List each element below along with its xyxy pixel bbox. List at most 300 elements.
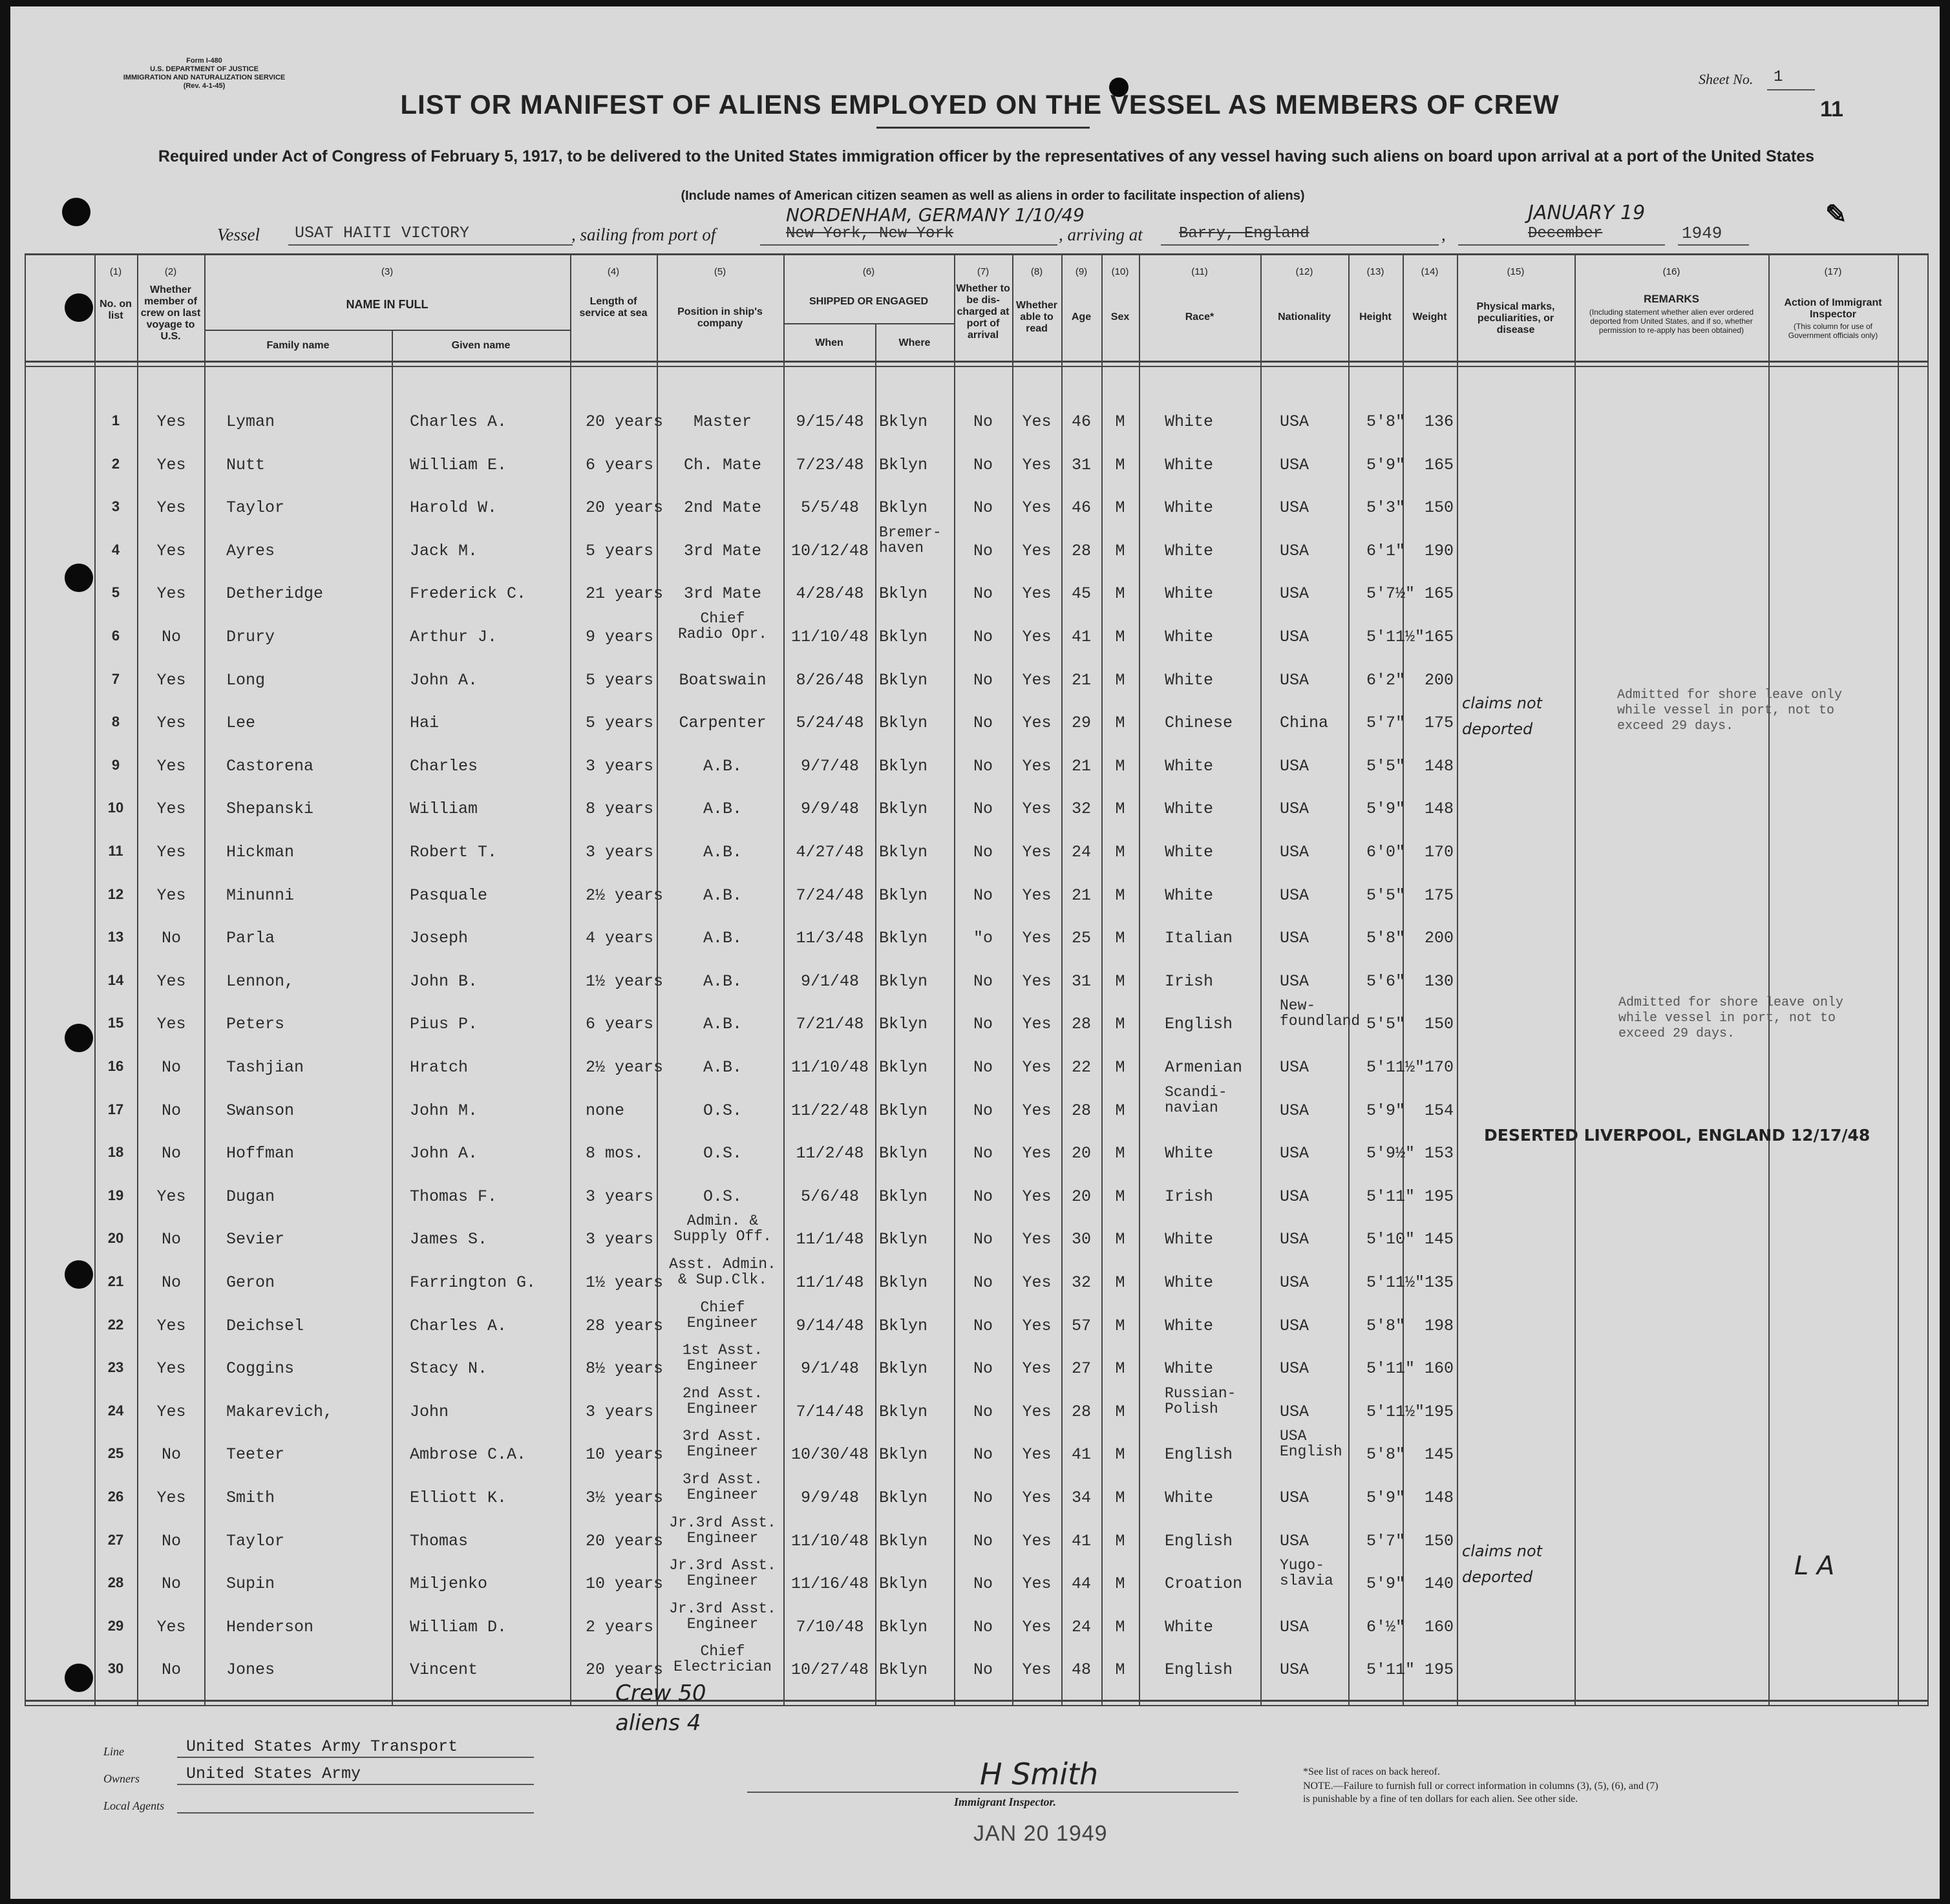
cell-position: 3rd Asst. Engineer: [682, 1428, 763, 1461]
cell-family: Dugan: [226, 1187, 275, 1206]
cell-where: Bklyn: [879, 498, 928, 518]
cell-disch: No: [973, 756, 993, 776]
cell-weight: 136: [1425, 412, 1454, 431]
cell-service: 1½ years: [586, 1273, 664, 1292]
cell-race: English: [1165, 1445, 1233, 1465]
cell-race: White: [1165, 1230, 1214, 1249]
cell-race: White: [1165, 1359, 1214, 1379]
cell-race: White: [1165, 1273, 1214, 1292]
line-label: Line: [103, 1745, 125, 1758]
cell-read: Yes: [1022, 1574, 1052, 1594]
cell-height: 5'11½": [1366, 1402, 1425, 1421]
cell-nat: USA: [1280, 1101, 1309, 1120]
col6-header: SHIPPED OR ENGAGED: [809, 296, 929, 307]
arrival-date-handwritten: JANUARY 19: [1528, 202, 1646, 224]
cell-family: Swanson: [226, 1101, 295, 1120]
cell-family: Peters: [226, 1015, 285, 1034]
cell-given: Stacy N.: [410, 1359, 488, 1379]
cell-sex: M: [1115, 412, 1125, 431]
cell-prev: No: [161, 1445, 181, 1465]
cell-family: Long: [226, 670, 266, 690]
col17-subheader: (This column for use of Government officials only): [1788, 322, 1878, 340]
cell-service: 10 years: [586, 1574, 664, 1594]
cell-age: 28: [1071, 1402, 1091, 1421]
cell-no: 14: [107, 971, 124, 988]
cell-family: Lyman: [226, 412, 275, 431]
cell-race: White: [1165, 584, 1214, 604]
cell-weight: 200: [1425, 670, 1454, 690]
cell-given: Pius P.: [410, 1015, 478, 1034]
cell-age: 41: [1071, 628, 1091, 646]
row18-deserted-note: DESERTED LIVERPOOL, ENGLAND 12/17/48: [1484, 1126, 1871, 1145]
cell-sex: M: [1115, 971, 1125, 991]
cell-race: White: [1165, 885, 1214, 905]
cell-read: Yes: [1022, 843, 1052, 862]
cell-given: Hratch: [410, 1058, 469, 1077]
cell-prev: No: [161, 1574, 181, 1594]
cell-nat: USA: [1280, 455, 1309, 474]
cell-disch: No: [973, 1015, 993, 1034]
cell-given: Pasquale: [410, 885, 488, 905]
cell-race: White: [1165, 628, 1214, 646]
cell-disch: No: [973, 799, 993, 819]
cell-disch: No: [973, 455, 993, 474]
cell-service: 8½ years: [586, 1359, 664, 1379]
cell-nat: New- foundland: [1280, 997, 1361, 1030]
cell-weight: 170: [1425, 1058, 1454, 1077]
cell-race: Irish: [1165, 1187, 1214, 1206]
col3-header: NAME IN FULL: [346, 298, 429, 311]
cell-family: Geron: [226, 1273, 275, 1292]
cell-read: Yes: [1022, 628, 1052, 646]
cell-read: Yes: [1022, 885, 1052, 905]
cell-position: Jr.3rd Asst. Engineer: [669, 1557, 776, 1590]
cell-height: 5'11": [1366, 1359, 1415, 1379]
cell-age: 28: [1071, 541, 1091, 560]
cell-nat: USA: [1280, 1660, 1309, 1680]
cell-prev: No: [161, 1660, 181, 1680]
cell-given: James S.: [410, 1230, 488, 1249]
cell-weight: 150: [1425, 498, 1454, 518]
cell-age: 27: [1071, 1359, 1091, 1379]
table-bottom-rule: [25, 1700, 1929, 1702]
cell-given: Charles: [410, 756, 478, 776]
cell-prev: Yes: [156, 670, 186, 690]
cell-position: 3rd Mate: [683, 584, 762, 604]
cell-height: 5'11½": [1366, 1058, 1425, 1077]
cell-position: 2nd Mate: [683, 498, 762, 518]
cell-race: White: [1165, 670, 1214, 690]
cell-service: 6 years: [586, 1015, 654, 1034]
cell-service: 28 years: [586, 1316, 664, 1335]
cell-prev: Yes: [156, 412, 186, 431]
inspector-signature: H Smith: [980, 1757, 1099, 1792]
punch-hole: [65, 1664, 93, 1692]
cell-read: Yes: [1022, 412, 1052, 431]
include-statement: (Include names of American citizen seamen as well as aliens in order to facilitate inspection of aliens): [681, 189, 1305, 203]
cell-sex: M: [1115, 1316, 1125, 1335]
cell-sex: M: [1115, 1574, 1125, 1594]
manifest-page: [10, 6, 1940, 1899]
cell-service: 5 years: [586, 714, 654, 733]
date-received-stamp: JAN 20 1949: [973, 1821, 1108, 1846]
cell-sex: M: [1115, 1402, 1125, 1421]
cell-prev: Yes: [156, 799, 186, 819]
cell-prev: Yes: [156, 498, 186, 518]
cell-when: 5/6/48: [800, 1187, 859, 1206]
cell-age: 29: [1071, 714, 1091, 733]
cell-read: Yes: [1022, 584, 1052, 604]
cell-sex: M: [1115, 929, 1125, 948]
cell-nat: USA: [1280, 799, 1309, 819]
aliens-tally: aliens 4: [615, 1710, 701, 1736]
col5-num: (5): [714, 266, 726, 277]
cell-family: Sevier: [226, 1230, 285, 1249]
cell-where: Bklyn: [879, 1660, 928, 1680]
cell-race: White: [1165, 799, 1214, 819]
cell-read: Yes: [1022, 1445, 1052, 1465]
header-bottom-rule: [25, 361, 1929, 363]
cell-given: Elliott K.: [410, 1488, 507, 1507]
cell-sex: M: [1115, 1230, 1125, 1249]
cell-race: Russian- Polish: [1165, 1384, 1236, 1417]
cell-where: Bklyn: [879, 1230, 928, 1249]
cell-age: 22: [1071, 1058, 1091, 1077]
cell-position: A.B.: [703, 971, 742, 991]
cell-race: White: [1165, 1617, 1214, 1636]
cell-height: 5'5": [1366, 756, 1406, 776]
cell-position: O.S.: [703, 1101, 742, 1120]
col8-num: (8): [1030, 266, 1043, 277]
cell-position: Jr.3rd Asst. Engineer: [669, 1514, 776, 1547]
cell-race: Armenian: [1165, 1058, 1243, 1077]
cell-position: A.B.: [703, 799, 742, 819]
cell-given: Farrington G.: [410, 1273, 536, 1292]
cell-sex: M: [1115, 1359, 1125, 1379]
col3-num: (3): [381, 266, 394, 277]
cell-service: 2½ years: [586, 1058, 664, 1077]
family-name-header: Family name: [266, 340, 330, 351]
vessel-label: Vessel: [217, 225, 260, 244]
cell-given: Charles A.: [410, 412, 507, 431]
cell-sex: M: [1115, 628, 1125, 646]
cell-read: Yes: [1022, 1058, 1052, 1077]
cell-age: 30: [1071, 1230, 1091, 1249]
cell-read: Yes: [1022, 1015, 1052, 1034]
required-statement: Required under Act of Congress of February 5, 1917, to be delivered to the United States immigration officer by the representatives of any vessel having such aliens on board upon arrival at a port of the United States: [158, 147, 1815, 165]
sheet-label: Sheet No.: [1699, 71, 1754, 87]
col11-header: Race*: [1185, 312, 1214, 323]
cell-given: Charles A.: [410, 1316, 507, 1335]
cell-given: Arthur J.: [410, 628, 498, 646]
cell-where: Bklyn: [879, 1445, 928, 1465]
row8-remarks: Admitted for shore leave only while vessel in port, not to exceed 29 days.: [1617, 688, 1843, 734]
cell-service: 8 years: [586, 799, 654, 819]
cell-when: 11/3/48: [796, 929, 864, 948]
col13-num: (13): [1366, 266, 1384, 277]
cell-family: Tashjian: [226, 1058, 304, 1077]
cell-sex: M: [1115, 1058, 1125, 1077]
punch-hole: [62, 198, 90, 226]
cell-weight: 150: [1425, 1531, 1454, 1550]
cell-nat: USA English: [1280, 1428, 1342, 1461]
cell-weight: 165: [1425, 584, 1454, 604]
cell-nat: USA: [1280, 1402, 1309, 1421]
cell-read: Yes: [1022, 799, 1052, 819]
cell-given: Thomas: [410, 1531, 469, 1550]
cell-service: 9 years: [586, 628, 654, 646]
cell-age: 28: [1071, 1101, 1091, 1120]
cell-age: 44: [1071, 1574, 1091, 1594]
cell-given: Vincent: [410, 1660, 478, 1680]
cell-height: 5'7½": [1366, 584, 1415, 604]
cell-position: A.B.: [703, 756, 742, 776]
col2-header: Whether member of crew on last voyage to U.S.: [140, 284, 201, 342]
stamp-number: 11: [1820, 97, 1843, 122]
cell-position: Chief Electrician: [673, 1643, 772, 1676]
cell-family: Smith: [226, 1488, 275, 1507]
cell-age: 41: [1071, 1445, 1091, 1465]
col10-header: Sex: [1110, 312, 1130, 323]
cell-service: 6 years: [586, 455, 654, 474]
cell-where: Bklyn: [879, 1488, 928, 1507]
cell-prev: Yes: [156, 971, 186, 991]
cell-race: White: [1165, 1144, 1214, 1163]
cell-height: 5'7": [1366, 714, 1406, 733]
pen-mark-icon: ✎: [1825, 200, 1847, 229]
cell-position: Ch. Mate: [683, 455, 762, 474]
cell-age: 41: [1071, 1531, 1091, 1550]
cell-where: Bremer- haven: [879, 524, 942, 556]
cell-when: 11/2/48: [796, 1144, 864, 1163]
col17-header: Action of Immigrant Inspector: [1784, 297, 1882, 320]
cell-service: 5 years: [586, 670, 654, 690]
cell-given: John A.: [410, 670, 478, 690]
cell-no: 3: [111, 498, 120, 515]
cell-height: 5'11": [1366, 1187, 1415, 1206]
cell-when: 7/14/48: [796, 1402, 864, 1421]
cell-family: Taylor: [226, 1531, 285, 1550]
cell-nat: USA: [1280, 756, 1309, 776]
cell-service: 2 years: [586, 1617, 654, 1636]
col1-num: (1): [109, 266, 122, 277]
cell-where: Bklyn: [879, 1531, 928, 1550]
cell-given: Thomas F.: [410, 1187, 498, 1206]
cell-disch: No: [973, 1187, 993, 1206]
cell-age: 21: [1071, 756, 1091, 776]
cell-family: Hickman: [226, 843, 295, 862]
cell-position: Boatswain: [679, 670, 767, 690]
cell-height: 5'11": [1366, 1660, 1415, 1680]
cell-disch: No: [973, 843, 993, 862]
cell-weight: 175: [1425, 885, 1454, 905]
cell-age: 32: [1071, 1273, 1091, 1292]
cell-disch: No: [973, 1488, 993, 1507]
cell-no: 20: [107, 1230, 124, 1247]
cell-service: 3 years: [586, 756, 654, 776]
cell-when: 7/21/48: [796, 1015, 864, 1034]
cell-service: 3 years: [586, 1187, 654, 1206]
cell-height: 6'1": [1366, 541, 1406, 560]
cell-height: 5'10": [1366, 1230, 1415, 1249]
cell-race: White: [1165, 541, 1214, 560]
cell-nat: USA: [1280, 1230, 1309, 1249]
cell-weight: 195: [1425, 1402, 1454, 1421]
col2-num: (2): [164, 266, 177, 277]
cell-when: 8/26/48: [796, 670, 864, 690]
cell-race: White: [1165, 412, 1214, 431]
cell-race: Italian: [1165, 929, 1233, 948]
cell-nat: USA: [1280, 1617, 1309, 1636]
cell-nat: USA: [1280, 971, 1309, 991]
cell-weight: 175: [1425, 714, 1454, 733]
cell-family: Shepanski: [226, 799, 314, 819]
cell-weight: 148: [1425, 799, 1454, 819]
cell-nat: USA: [1280, 628, 1309, 646]
cell-when: 9/9/48: [800, 799, 859, 819]
cell-no: 1: [111, 412, 120, 428]
cell-read: Yes: [1022, 1101, 1052, 1120]
form-number: Form I-480: [186, 57, 222, 65]
cell-family: Jones: [226, 1660, 275, 1680]
cell-read: Yes: [1022, 498, 1052, 518]
cell-when: 9/7/48: [800, 756, 859, 776]
cell-disch: No: [973, 1574, 993, 1594]
cell-height: 5'6": [1366, 971, 1406, 991]
cell-race: White: [1165, 498, 1214, 518]
cell-given: John M.: [410, 1101, 478, 1120]
cell-read: Yes: [1022, 1187, 1052, 1206]
cell-read: Yes: [1022, 1531, 1052, 1550]
cell-where: Bklyn: [879, 1402, 928, 1421]
cell-prev: Yes: [156, 1359, 186, 1379]
cell-prev: Yes: [156, 1316, 186, 1335]
cell-age: 21: [1071, 670, 1091, 690]
cell-when: 10/30/48: [790, 1445, 869, 1465]
cell-age: 20: [1071, 1187, 1091, 1206]
cell-when: 7/24/48: [796, 885, 864, 905]
cell-where: Bklyn: [879, 1316, 928, 1335]
cell-age: 48: [1071, 1660, 1091, 1680]
cell-no: 26: [107, 1488, 124, 1505]
cell-sex: M: [1115, 714, 1125, 733]
cell-height: 5'11½": [1366, 628, 1425, 646]
cell-when: 5/5/48: [800, 498, 859, 518]
cell-service: 8 mos.: [586, 1144, 644, 1163]
cell-height: 5'11½": [1366, 1273, 1425, 1292]
col15-num: (15): [1507, 266, 1525, 277]
cell-read: Yes: [1022, 929, 1052, 948]
cell-position: O.S.: [703, 1187, 742, 1206]
cell-service: 20 years: [586, 498, 664, 518]
cell-prev: Yes: [156, 541, 186, 560]
cell-sex: M: [1115, 1015, 1125, 1034]
cell-nat: USA: [1280, 929, 1309, 948]
cell-height: 5'9½": [1366, 1144, 1415, 1163]
cell-position: Master: [693, 412, 752, 431]
cell-position: A.B.: [703, 885, 742, 905]
cell-nat: USA: [1280, 1058, 1309, 1077]
cell-where: Bklyn: [879, 584, 928, 604]
cell-where: Bklyn: [879, 1101, 928, 1120]
cell-no: 24: [107, 1402, 124, 1419]
cell-read: Yes: [1022, 1488, 1052, 1507]
col7-num: (7): [977, 266, 990, 277]
cell-when: 11/22/48: [790, 1101, 869, 1120]
col16-header: REMARKS: [1644, 293, 1699, 305]
cell-nat: USA: [1280, 1187, 1309, 1206]
cell-service: 3½ years: [586, 1488, 664, 1507]
cell-sex: M: [1115, 843, 1125, 862]
cell-when: 10/12/48: [790, 541, 869, 560]
cell-prev: No: [161, 1144, 181, 1163]
cell-given: Hai: [410, 714, 440, 733]
cell-weight: 195: [1425, 1187, 1454, 1206]
owners-label: Owners: [103, 1772, 140, 1785]
cell-where: Bklyn: [879, 412, 928, 431]
cell-nat: USA: [1280, 670, 1309, 690]
cell-weight: 130: [1425, 971, 1454, 991]
cell-prev: Yes: [156, 885, 186, 905]
col14-header: Weight: [1412, 312, 1447, 323]
cell-sex: M: [1115, 799, 1125, 819]
col7-header: Whether to be dis-charged at port of arrival: [956, 283, 1010, 341]
cell-sex: M: [1115, 455, 1125, 474]
cell-no: 2: [111, 455, 120, 472]
cell-position: Admin. & Supply Off.: [673, 1212, 772, 1245]
cell-where: Bklyn: [879, 1273, 928, 1292]
cell-position: A.B.: [703, 1058, 742, 1077]
cell-nat: USA: [1280, 1531, 1309, 1550]
cell-when: 11/1/48: [796, 1230, 864, 1249]
cell-height: 5'9": [1366, 455, 1406, 474]
cell-disch: No: [973, 1058, 993, 1077]
cell-where: Bklyn: [879, 1617, 928, 1636]
cell-when: 4/27/48: [796, 843, 864, 862]
inspector-label: Immigrant Inspector.: [954, 1795, 1057, 1808]
cell-no: 12: [107, 885, 124, 902]
cell-age: 45: [1071, 584, 1091, 604]
cell-family: Supin: [226, 1574, 275, 1594]
cell-prev: No: [161, 1101, 181, 1120]
cell-position: 2nd Asst. Engineer: [682, 1384, 763, 1417]
cell-read: Yes: [1022, 1660, 1052, 1680]
col15-header: Physical marks, peculiarities, or disease: [1476, 301, 1555, 335]
cell-height: 5'8": [1366, 1316, 1406, 1335]
cell-given: John: [410, 1402, 449, 1421]
col6-num: (6): [862, 266, 875, 277]
cell-family: Deichsel: [226, 1316, 304, 1335]
cell-family: Henderson: [226, 1617, 314, 1636]
cell-given: John A.: [410, 1144, 478, 1163]
cell-where: Bklyn: [879, 929, 928, 948]
cell-read: Yes: [1022, 1316, 1052, 1335]
cell-where: Bklyn: [879, 1359, 928, 1379]
cell-no: 16: [107, 1058, 124, 1074]
cell-service: 2½ years: [586, 885, 664, 905]
cell-sex: M: [1115, 498, 1125, 518]
cell-family: Coggins: [226, 1359, 295, 1379]
cell-disch: No: [973, 628, 993, 646]
when-header: When: [815, 337, 843, 348]
cell-no: 30: [107, 1660, 124, 1677]
cell-nat: USA: [1280, 885, 1309, 905]
cell-read: Yes: [1022, 1144, 1052, 1163]
col12-num: (12): [1295, 266, 1313, 277]
cell-position: Carpenter: [679, 714, 767, 733]
cell-no: 4: [111, 541, 120, 558]
cell-disch: No: [973, 670, 993, 690]
